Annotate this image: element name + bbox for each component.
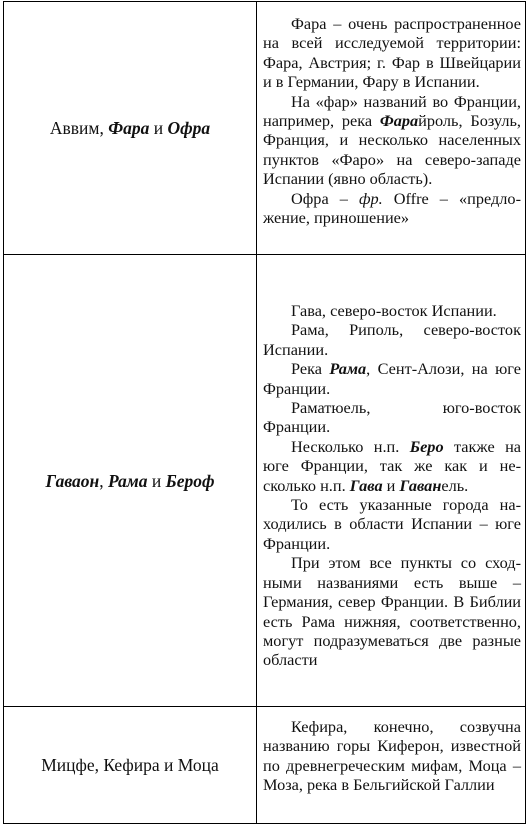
name-part: , (99, 470, 108, 491)
paragraph (263, 359, 521, 398)
text-run: Фара (379, 111, 419, 131)
paragraph (263, 398, 521, 437)
paragraph (263, 717, 521, 795)
text-run: также на юге Франции, так же как и несколько н.п. (263, 436, 522, 495)
text-run: йроль, Бозуль, Франция, и несколько населенных пунктов «Фаро» на северо-западе Испании (явно область). (263, 111, 521, 189)
text-run: Рама (329, 359, 367, 379)
text-run: На «фар» названий во Франции, например, река (263, 91, 521, 131)
row-description-cell (257, 2, 525, 254)
text-run: При этом все пункты со сходными названиями есть выше – Германия, север Франции. В Библии есть Рама нижняя, соответственно, могут подразумеваться две разные области (263, 553, 521, 670)
name-part: и (149, 117, 168, 138)
row-name-cell (4, 2, 256, 254)
text-run: Гава (349, 475, 383, 495)
row-name-cell (4, 255, 256, 707)
text-run: Гаван (399, 475, 442, 495)
text-run: , Сент-Алози, на юге Франции. (263, 359, 521, 398)
text-run: ель. (441, 475, 469, 495)
paragraph (263, 495, 521, 553)
name-part: Офра (167, 117, 211, 138)
name-part: Мицфе, Кефира и Моца (41, 755, 219, 775)
name-part: Бероф (165, 470, 215, 491)
text-run: Беро (409, 436, 444, 456)
name-part: Аввим, (49, 117, 109, 138)
row-description-cell (257, 707, 525, 824)
name-part: и (147, 470, 166, 491)
paragraph (263, 320, 521, 359)
paragraph (263, 189, 521, 228)
text-run: и (382, 475, 400, 495)
paragraph (263, 92, 521, 189)
text-run: Офра – (291, 188, 359, 208)
paragraph (263, 14, 521, 92)
table-row (4, 254, 525, 707)
table (3, 1, 526, 824)
paragraph (263, 437, 521, 495)
name-part: Рама (108, 470, 148, 491)
row-description-cell (257, 255, 525, 707)
text-run: фр. (358, 188, 383, 208)
text-run: Фара – очень распространенное на всей исследуемой территории: Фара, Австрия; г. Фар в Швейцарии и в Германии, Фару в Испании. (263, 14, 521, 92)
place-names (45, 471, 214, 492)
row-name-cell (4, 707, 256, 824)
paragraph (263, 553, 521, 669)
place-names (41, 755, 218, 776)
name-part: Гаваон (45, 470, 100, 491)
paragraph (263, 301, 521, 320)
text-run: Кефира, конечно, созвучна названию горы Киферон, известной по древнегреческим мифам, Моца – Моза, река в Бельгийской Галлии (263, 717, 521, 795)
text-run: Рама, Риполь, северо-восток Испании. (263, 320, 521, 359)
text-run: Раматюель, юго-восток Франции. (263, 398, 521, 437)
text-run: Несколько н.п. (291, 436, 410, 456)
text-run: Гава, северо-восток Испании. (291, 301, 497, 320)
name-part: Фара (108, 117, 150, 138)
table-row (4, 2, 525, 254)
place-names (50, 118, 210, 139)
text-run: Offre – «предложение, приношение» (263, 188, 521, 228)
text-run: То есть указанные города находились в области Испании – юге Франции. (263, 495, 521, 553)
table-row (4, 706, 525, 824)
text-run: Река (291, 359, 330, 379)
